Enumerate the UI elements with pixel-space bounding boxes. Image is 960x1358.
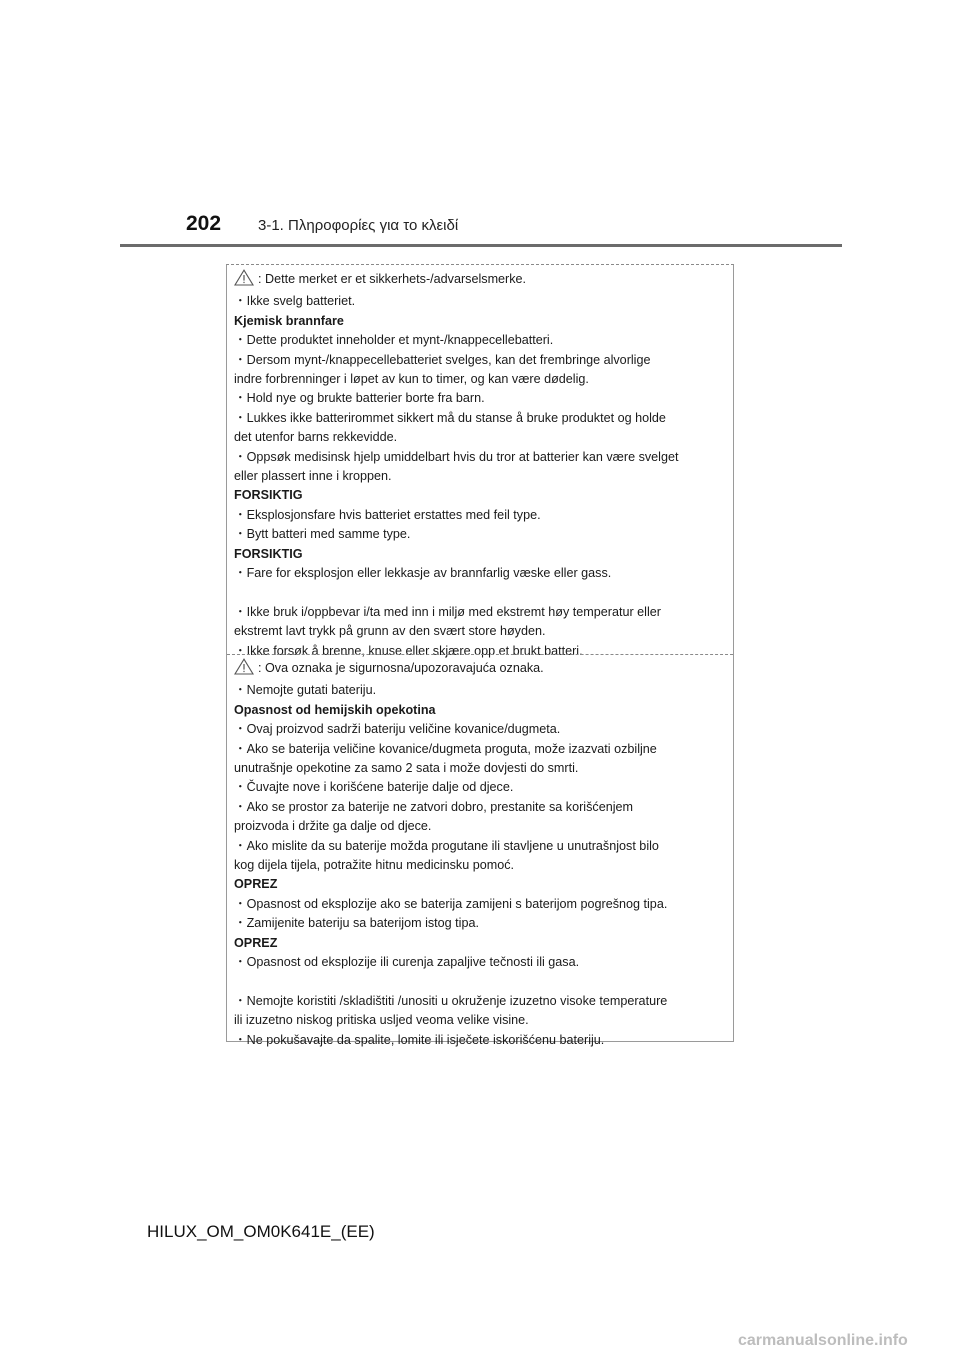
warning-item: ili izuzetno niskog pritiska usljed veoma velike visine. <box>234 1013 529 1028</box>
section-title: 3-1. Πληροφορίες για το κλειδί <box>258 217 459 234</box>
warning-item: ・Čuvajte nove i korišćene baterije dalje od djece. <box>234 780 514 795</box>
warning-lines <box>234 681 724 1050</box>
page-number: 202 <box>186 212 222 235</box>
warning-item: ・Ne pokušavajte da spalite, lomite ili isječete iskorišćenu bateriju. <box>234 1032 605 1047</box>
warning-intro-line <box>234 269 724 292</box>
warning-item: ・Ikke bruk i/oppbevar i/ta med inn i miljø med ekstremt høy temperatur eller <box>234 604 661 619</box>
warning-intro-line <box>234 658 724 681</box>
warning-triangle-icon <box>234 269 254 292</box>
warning-item: ・Hold nye og brukte batterier borte fra barn. <box>234 391 485 406</box>
warning-item: det utenfor barns rekkevidde. <box>234 430 398 445</box>
warning-item: ・Nemojte koristiti /skladištiti /unositi u okruženje izuzetno visoke temperature <box>234 993 668 1008</box>
warning-item: eller plassert inne i kroppen. <box>234 469 392 484</box>
warning-block-croatian <box>234 658 724 1050</box>
manual-code: HILUX_OM_OM0K641E_(EE) <box>147 1222 375 1241</box>
warning-item: ・Bytt batteri med samme type. <box>234 527 411 542</box>
warning-item: ・Ako mislite da su baterije možda progutane ili stavljene u unutrašnjost bilo <box>234 838 659 853</box>
warning-item: ・Fare for eksplosjon eller lekkasje av brannfarlig væske eller gass. <box>234 566 612 581</box>
warning-triangle-icon <box>234 658 254 681</box>
warning-item: ・Ako se prostor za baterije ne zatvori dobro, prestanite sa korišćenjem <box>234 799 633 814</box>
warning-heading: OPREZ <box>234 877 278 892</box>
warning-item: indre forbrenninger i løpet av kun to timer, og kan være dødelig. <box>234 372 589 387</box>
warning-intro-text: : Ova oznaka je sigurnosna/upozoravajuća oznaka. <box>258 661 544 675</box>
warning-block-norwegian <box>234 269 724 661</box>
warning-item: ・Opasnost od eksplozije ako se baterija zamijeni s baterijom pogrešnog tipa. <box>234 896 668 911</box>
warning-heading: Opasnost od hemijskih opekotina <box>234 702 436 717</box>
warning-item: ・Ovaj proizvod sadrži bateriju veličine kovanice/dugmeta. <box>234 722 561 737</box>
language-divider <box>227 654 733 655</box>
watermark: carmanualsonline.info <box>738 1332 908 1349</box>
warning-item: ・Zamijenite bateriju sa baterijom istog tipa. <box>234 916 479 931</box>
warning-heading: Kjemisk brannfare <box>234 313 344 328</box>
warning-lines <box>234 292 724 661</box>
line-gap <box>234 584 724 603</box>
warning-item: ・Dette produktet inneholder et mynt-/knappecellebatteri. <box>234 333 554 348</box>
warning-heading: FORSIKTIG <box>234 546 303 561</box>
warning-heading: FORSIKTIG <box>234 488 303 503</box>
header-rule <box>120 244 842 247</box>
warning-intro-text: : Dette merket er et sikkerhets-/advarselsmerke. <box>258 272 527 286</box>
warning-item: kog dijela tijela, potražite hitnu medicinsku pomoć. <box>234 858 515 873</box>
warning-item: ekstremt lavt trykk på grunn av den svært store høyden. <box>234 624 546 639</box>
warning-item: ・Ikke svelg batteriet. <box>234 294 356 309</box>
battery-warning-box <box>226 264 734 1047</box>
warning-item: proizvoda i držite ga dalje od djece. <box>234 819 432 834</box>
line-gap <box>234 973 724 992</box>
warning-item: ・Lukkes ikke batterirommet sikkert må du stanse å bruke produktet og holde <box>234 410 666 425</box>
warning-item: ・Opasnost od eksplozije ili curenja zapaljive tečnosti ili gasa. <box>234 955 580 970</box>
warning-item: ・Dersom mynt-/knappecellebatteriet svelges, kan det frembringe alvorlige <box>234 352 651 367</box>
warning-heading: OPREZ <box>234 935 278 950</box>
warning-item: ・Oppsøk medisinsk hjelp umiddelbart hvis du tror at batterier kan være svelget <box>234 449 679 464</box>
warning-item: ・Nemojte gutati bateriju. <box>234 683 377 698</box>
warning-item: ・Ikke forsøk å brenne, knuse eller skjære opp et brukt batteri. <box>234 643 583 658</box>
warning-item: ・Eksplosjonsfare hvis batteriet erstattes med feil type. <box>234 507 541 522</box>
warning-item: ・Ako se baterija veličine kovanice/dugmeta proguta, može izazvati ozbiljne <box>234 741 657 756</box>
warning-item: unutrašnje opekotine za samo 2 sata i može dovjesti do smrti. <box>234 761 579 776</box>
